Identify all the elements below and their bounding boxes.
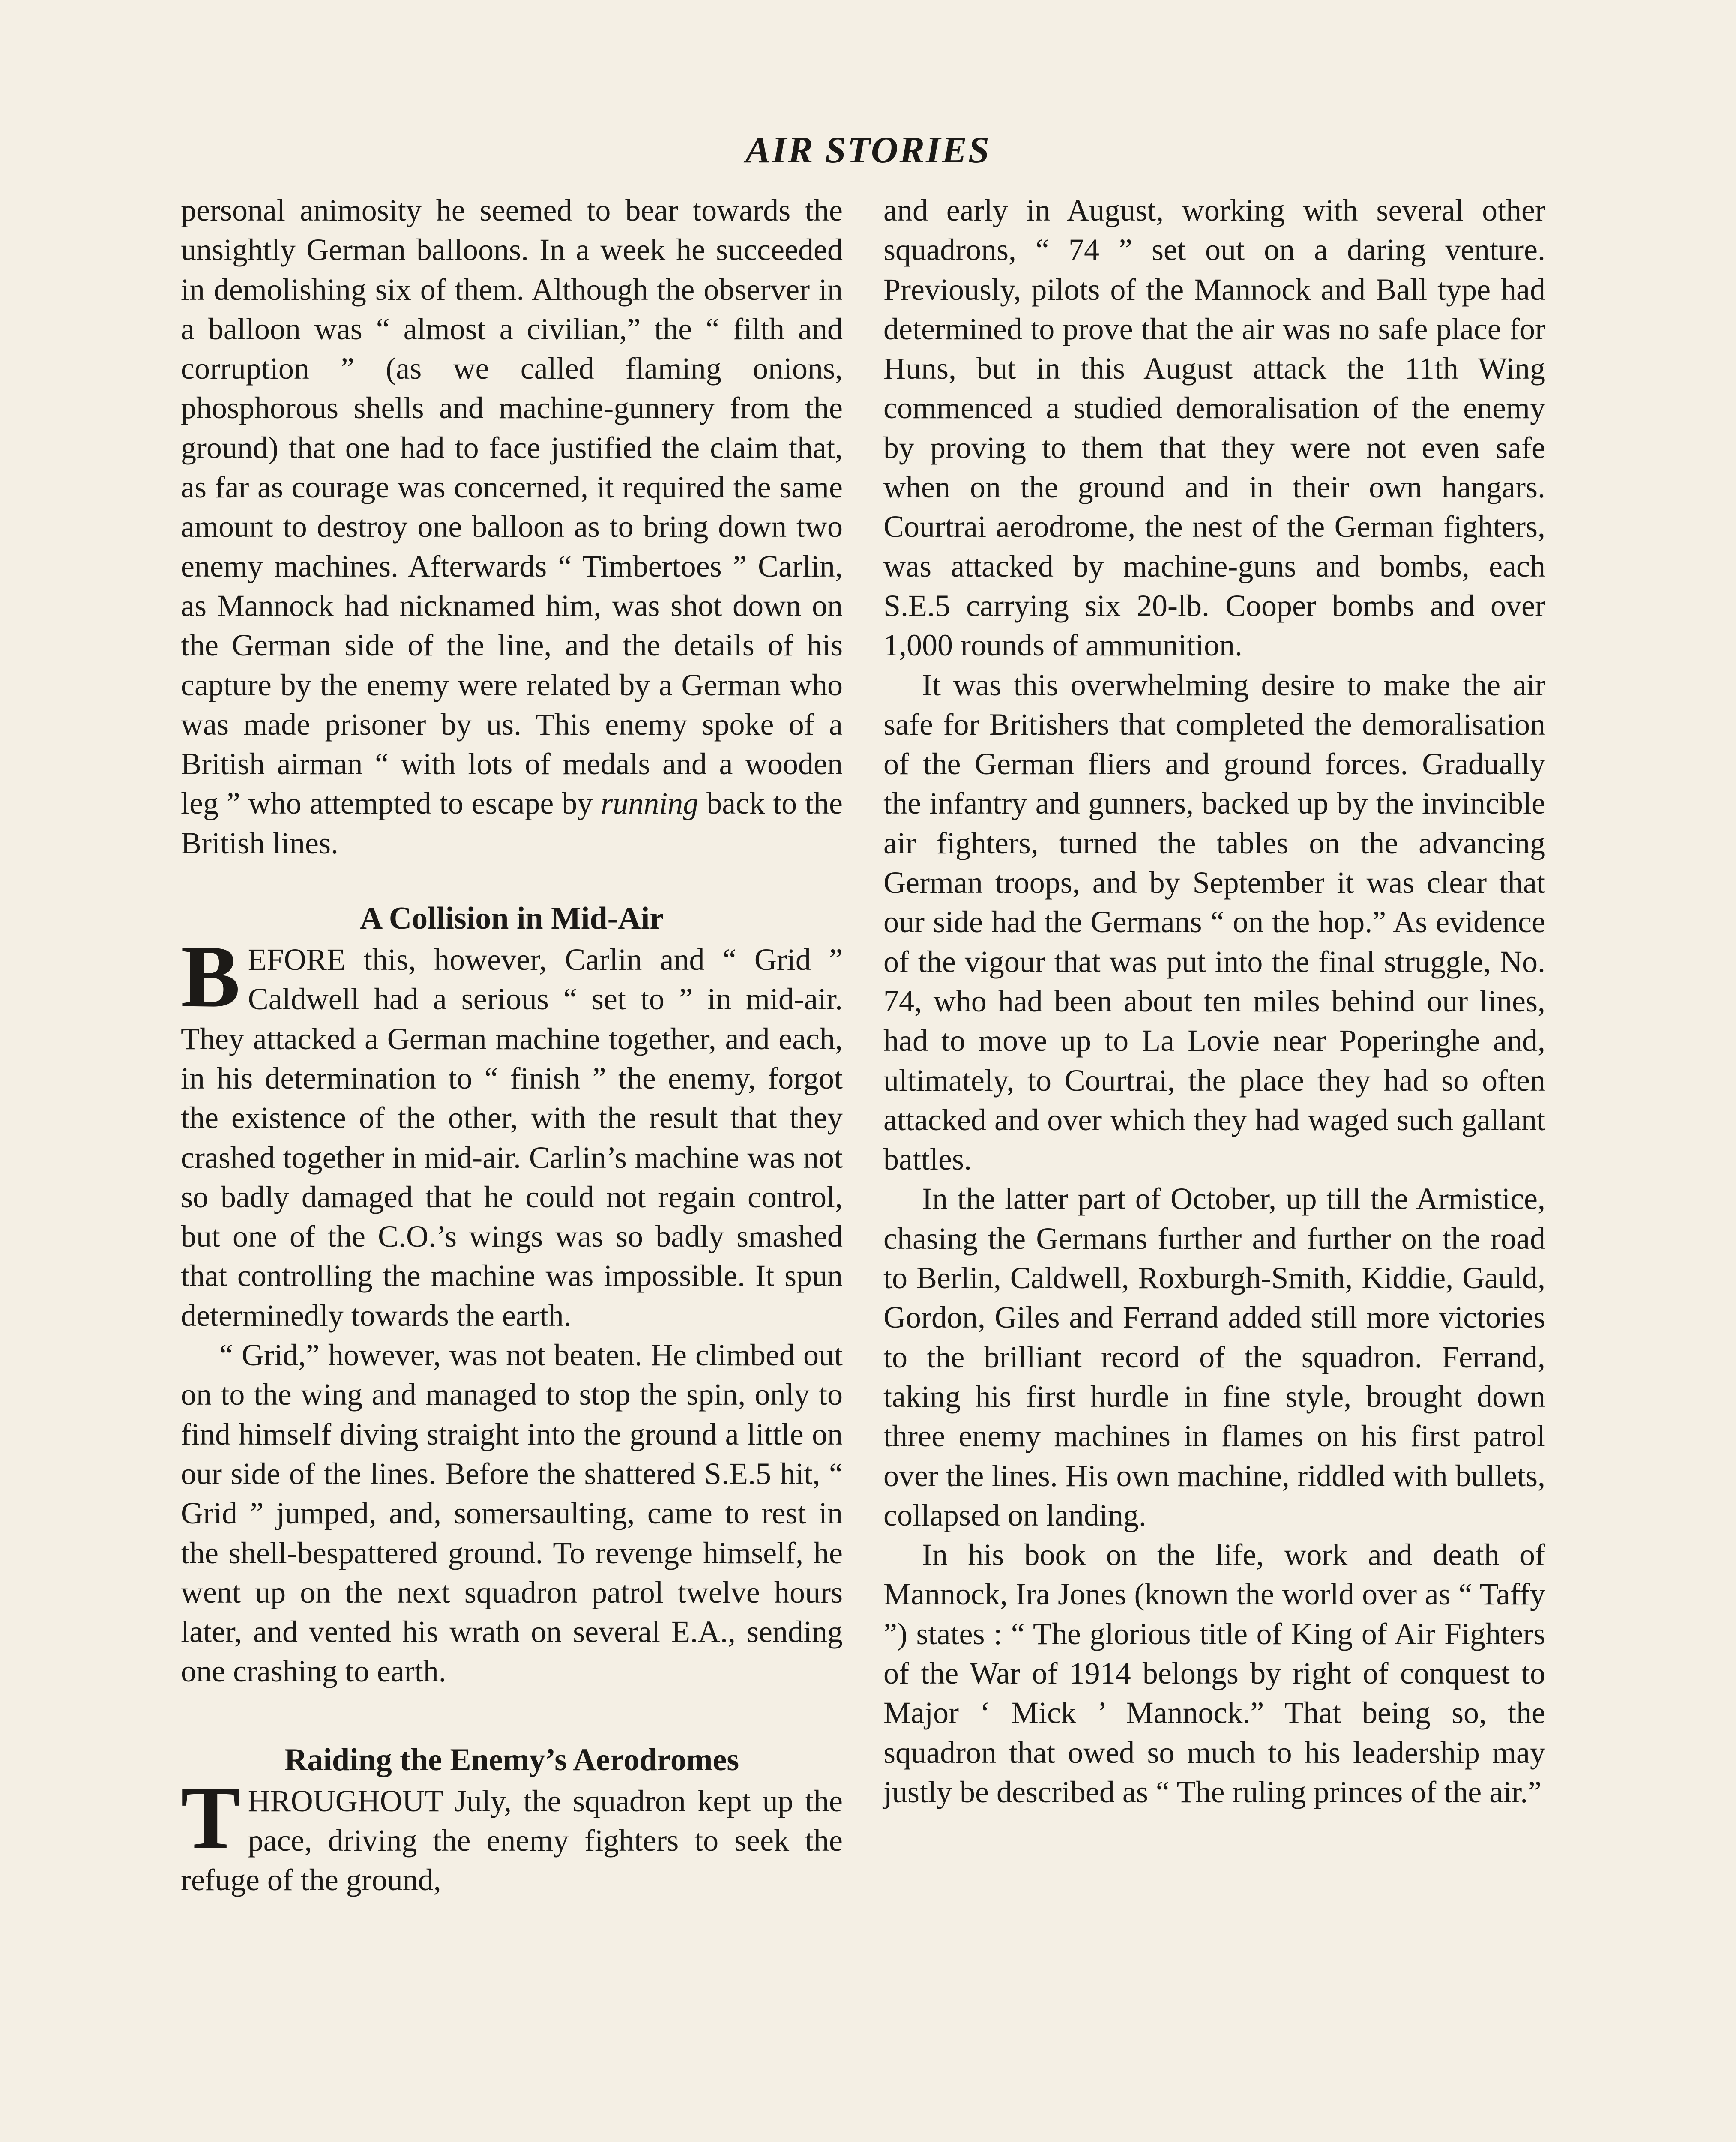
left-column	[181, 191, 843, 1900]
paragraph: BEFORE this, however, Carlin and “ Grid ” Caldwell had a serious “ set to ” in mid-air. They attacked a German machine together, and each, in his determination to “ finish ” the enemy, forgot the existence of the other, with the result that they crashed together in mid-air. Carlin’s machine was not so badly damaged that he could not regain control, but one of the C.O.’s wings was so badly smashed that controlling the machine was impossible. It spun determinedly towards the earth.	[181, 927, 843, 1333]
paragraph: In his book on the life, work and death of Mannock, Ira Jones (known the world over as “ Taffy ”) states : “ The glorious title of King of Air Fighters of the War of 1914 belongs by right of conquest to Major ‘ Mick ’ Mannock.” That being so, the squadron that owed so much to his leadership may justly be described as “ The ruling princes of the air.”	[883, 1538, 1545, 1809]
paragraph: and early in August, working with several other squadrons, “ 74 ” set out on a daring venture. Previously, pilots of the Mannock and Ball type had determined to prove that the air was no safe place for Huns, but in this August attack the 11th Wing commenced a studied demoralisation of the enemy by proving to them that they were not even safe when on the ground and in their own hangars. Courtrai aerodrome, the nest of the German fighters, was attacked by machine-guns and bombs, each S.E.5 carrying six 20-lb. Cooper bombs and over 1,000 rounds of ammunition.	[883, 193, 1545, 663]
running-header: AIR STORIES	[745, 129, 991, 171]
italic-word: running	[601, 786, 699, 821]
paragraph: “ Grid,” however, was not beaten. He climbed out on to the wing and managed to stop the spin, only to find himself diving straight into the ground a little on our side of the lines. Before the shattered S.E.5 hit, “ Grid ” jumped, and, somersaulting, came to rest in the shell-bespattered ground. To revenge himself, he went up on the next squadron patrol twelve hours later, and vented his wrath on several E.A., sending one crashing to earth.	[181, 1338, 843, 1689]
paragraph: In the latter part of October, up till the Armistice, chasing the Germans further and further on the road to Berlin, Caldwell, Roxburgh-Smith, Kiddie, Gauld, Gordon, Giles and Ferrand added still more victories to the brilliant record of the squadron. Ferrand, taking his first hurdle in fine style, brought down three enemy machines in flames on his first patrol over the lines. His own machine, riddled with bullets, collapsed on landing.	[883, 1182, 1545, 1532]
right-column	[883, 191, 1545, 1812]
paragraph: THROUGHOUT July, the squadron kept up the pace, driving the enemy fighters to seek the refuge of the ground,	[181, 1768, 843, 1897]
paragraph: personal animosity he seemed to bear towards the unsightly German balloons. In a week he succeeded in demolishing six of them. Although the observer in a balloon was “ almost a civilian,” the “ filth and corruption ” (as we called flaming onions, phosphorous shells and machine-gunnery from the ground) that one had to face justified the claim that, as far as courage was concerned, it required the same amount to destroy one balloon as to bring down two enemy machines. Afterwards “ Timbertoes ” Carlin, as Mannock had nicknamed him, was shot down on the German side of the line, and the details of his capture by the enemy were related by a German who was made prisoner by us. This enemy spoke of a British airman “ with lots of medals and a wooden leg ” who attempted to escape by running back to the British lines.	[181, 193, 843, 860]
drop-cap: T	[181, 1768, 240, 1867]
subheading: Raiding the Enemy’s Aerodromes	[284, 1742, 739, 1777]
subheading: A Collision in Mid-Air	[359, 901, 664, 936]
drop-cap: B	[181, 927, 240, 1026]
paragraph: It was this overwhelming desire to make the air safe for Britishers that completed the demoralisation of the German fliers and ground forces. Gradually the infantry and gunners, backed up by the invincible air fighters, turned the tables on the advancing German troops, and by September it was clear that our side had the Germans “ on the hop.” As evidence of the vigour that was put into the final struggle, No. 74, who had been about ten miles behind our lines, had to move up to La Lovie near Poperinghe and, ultimately, to Courtrai, the place they had so often attacked and over which they had waged such gallant battles.	[883, 667, 1545, 1177]
